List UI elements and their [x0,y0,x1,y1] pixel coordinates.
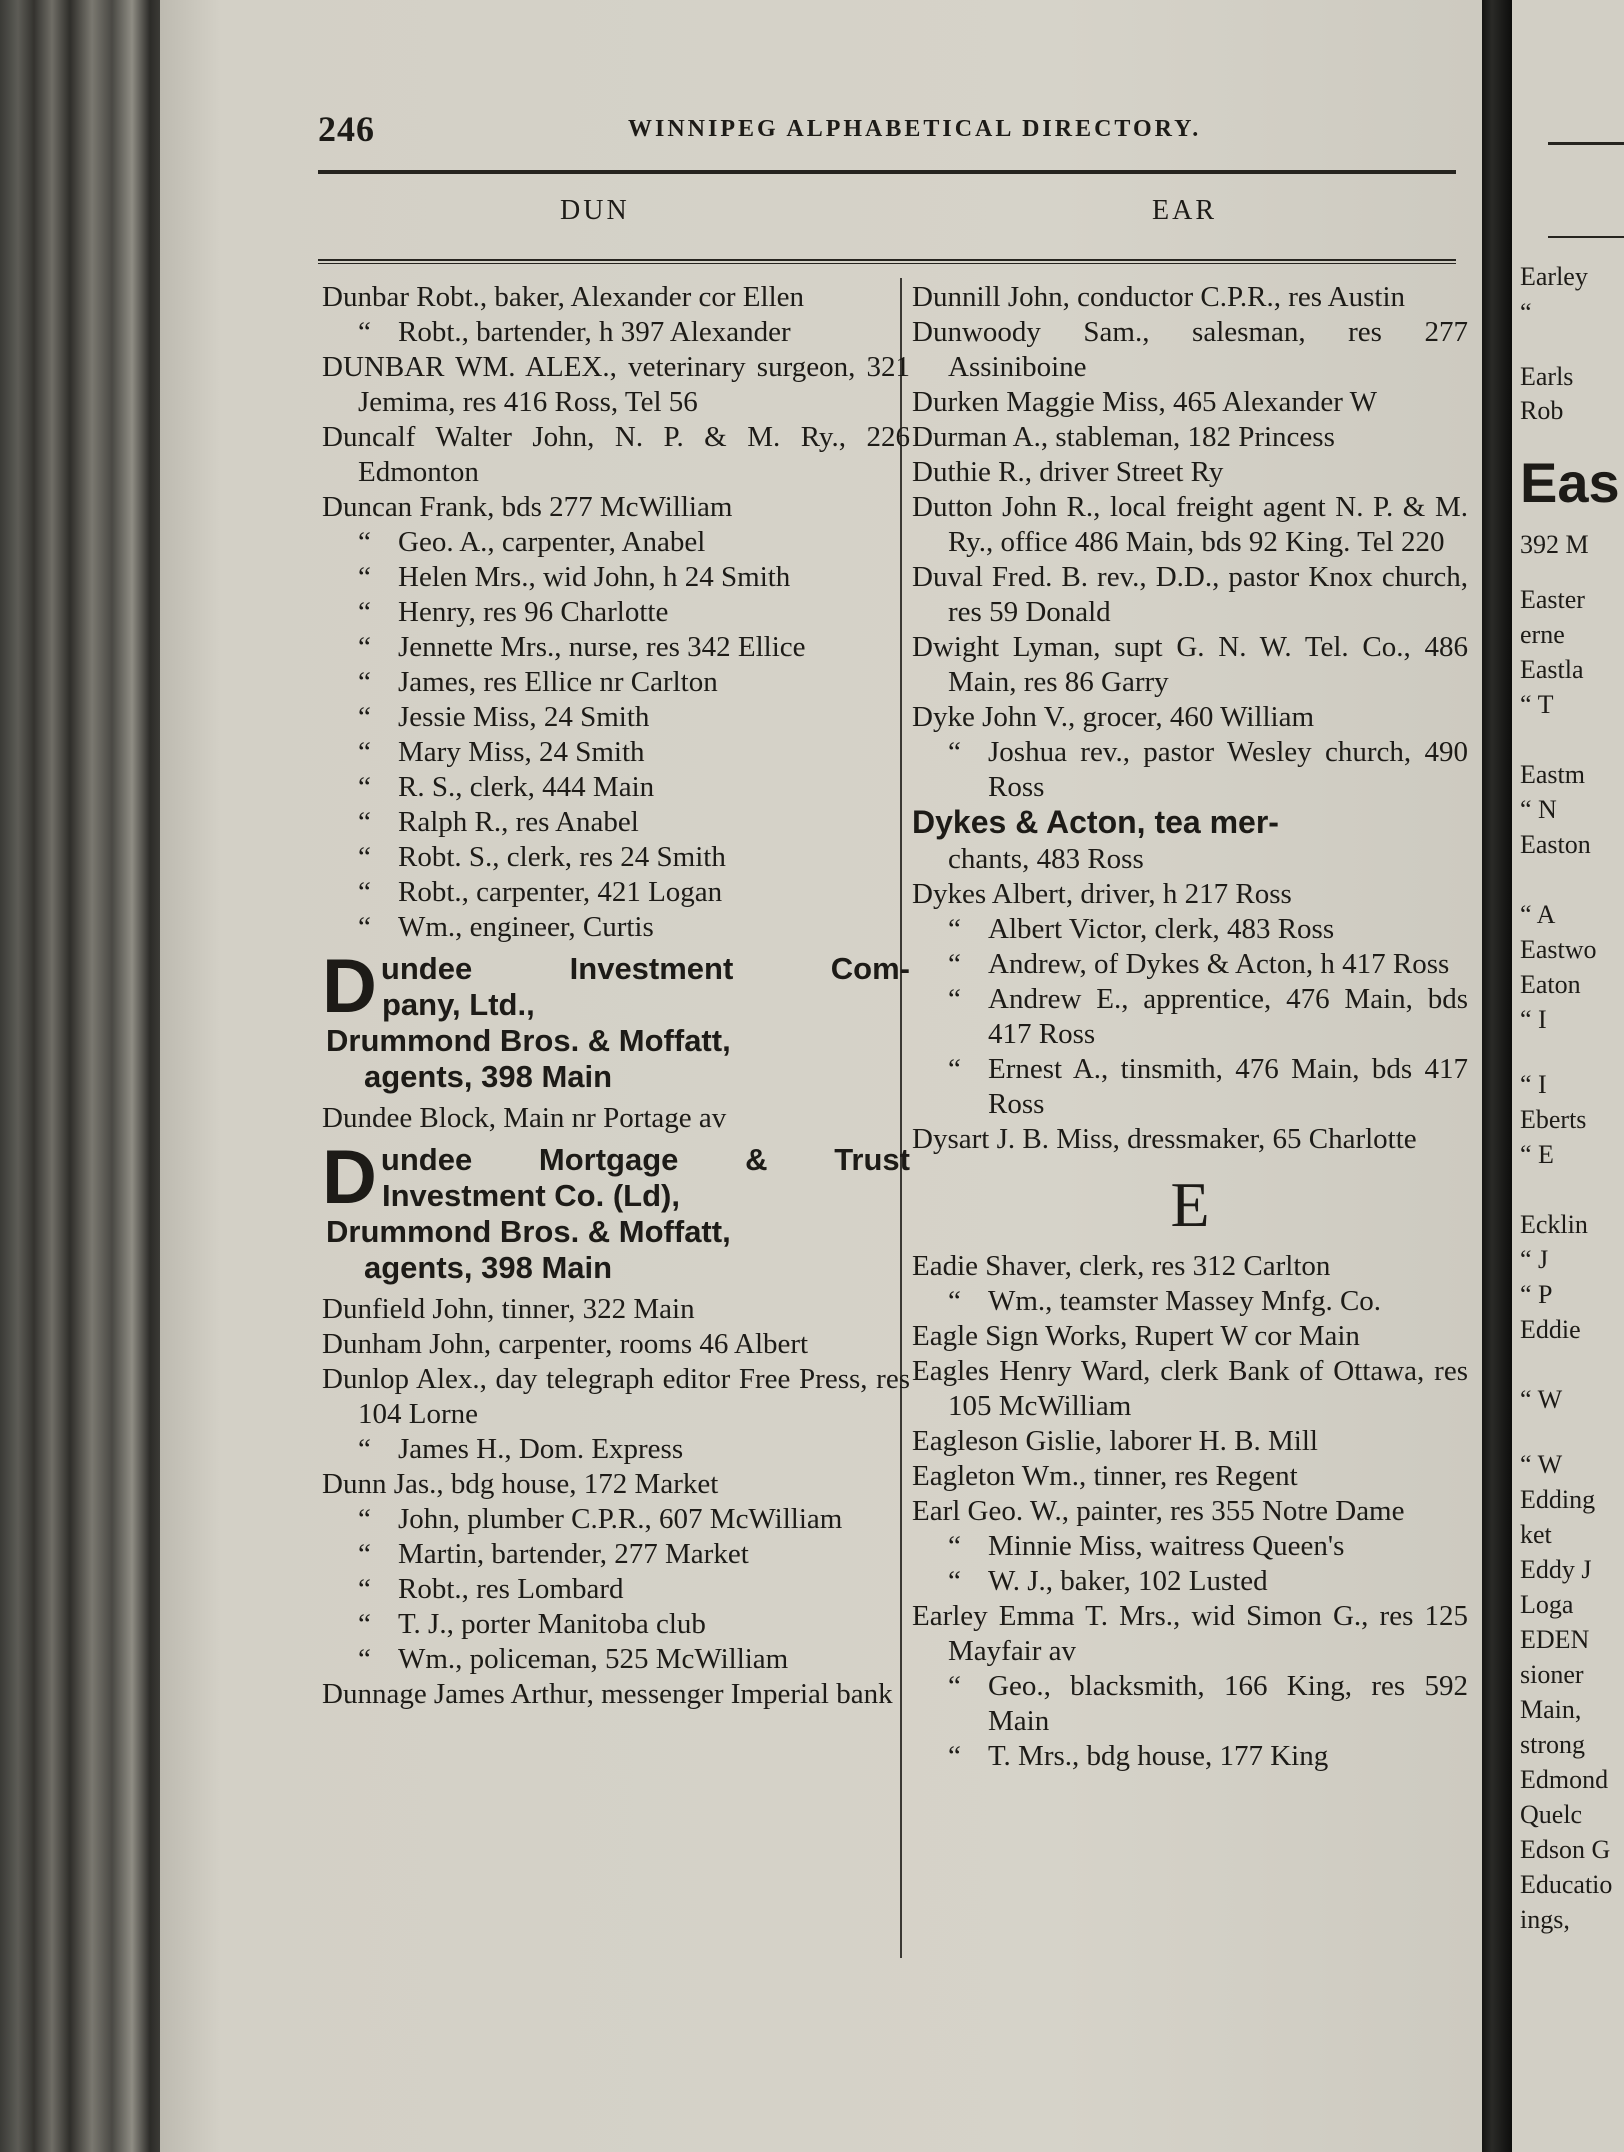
adjacent-page-text: Edmond [1520,1765,1609,1794]
directory-subentry [322,665,910,700]
adjacent-page-text: Eberts [1520,1105,1587,1134]
directory-entry: Durman A., stableman, 182 Princess [912,421,1335,453]
adjacent-page-rule [1548,236,1624,238]
book-spine [0,0,160,2152]
directory-entry: Dundee Block, Main nr Portage av [322,1102,727,1134]
directory-subentry [322,1572,910,1607]
directory-entry: Eagleton Wm., tinner, res Regent [912,1460,1298,1492]
directory-subentry [322,875,910,910]
adjacent-page-text: “ N [1520,795,1557,824]
ditto-mark: “ [358,526,371,558]
subentry-text: Ernest A., tinsmith, 476 Main, bds 417 Ross [988,1053,1468,1120]
subentry-text: Robt., res Lombard [398,1573,624,1605]
ad-line: agents, 398 Main [364,1250,613,1285]
subentry-text: Geo., blacksmith, 166 King, res 592 Main [988,1670,1468,1737]
directory-subentry [322,910,910,945]
directory-subentry [912,1669,1468,1739]
adjacent-page-text: Earls [1520,362,1574,391]
adjacent-page-text: 392 M [1520,530,1589,559]
ditto-mark: “ [948,1053,961,1085]
subentry-text: Joshua rev., pastor Wesley church, 490 Ross [988,736,1468,803]
ditto-mark: “ [948,983,961,1015]
directory-entry: Dunfield John, tinner, 322 Main [322,1293,695,1325]
adjacent-page-text: Eastla [1520,655,1584,684]
directory-subentry [912,912,1468,947]
ad-line: Drummond Bros. & Moffatt, [326,1023,731,1058]
ad-line: agents, 398 Main [364,1059,613,1094]
directory-entry: Dunbar Robt., baker, Alexander cor Ellen [322,281,805,313]
subentry-text: Jennette Mrs., nurse, res 342 Ellice [398,631,806,663]
directory-subentry [912,982,1468,1052]
adjacent-page-text: sioner [1520,1660,1584,1689]
adjacent-page-text: Eddie [1520,1315,1581,1344]
adjacent-page-text: strong [1520,1730,1585,1759]
ad-initial-letter: D [322,1135,377,1220]
directory-subentry [912,1284,1468,1319]
directory-entry: DUNBAR WM. ALEX., veterinary surgeon, 321 Jemima, res 416 Ross, Tel 56 [322,351,910,418]
directory-subentry [322,1432,910,1467]
adjacent-page-text: Easter [1520,585,1585,614]
ditto-mark: “ [358,631,371,663]
directory-entry: Eagle Sign Works, Rupert W cor Main [912,1320,1360,1352]
directory-entry: Duncan Frank, bds 277 McWilliam [322,491,733,523]
ad-line: undee Investment Com- [380,951,910,986]
subentry-text: Henry, res 96 Charlotte [398,596,669,628]
adjacent-page-text: Rob [1520,396,1564,425]
directory-entry: Eagleson Gislie, laborer H. B. Mill [912,1425,1318,1457]
ditto-mark: “ [358,666,371,698]
directory-subentry [322,840,910,875]
directory-subentry [912,1529,1468,1564]
adjacent-page-text: Earley [1520,262,1588,291]
directory-subentry [322,595,910,630]
adjacent-page-text: EDEN [1520,1625,1590,1654]
ditto-mark: “ [948,913,961,945]
subentry-text: John, plumber C.P.R., 607 McWilliam [398,1503,843,1535]
adjacent-page-text: Ecklin [1520,1210,1588,1239]
ad-initial-letter: D [322,944,377,1029]
subentry-text: Robt., carpenter, 421 Logan [398,876,723,908]
directory-subentry [322,560,910,595]
guide-rule [318,259,1456,261]
ditto-mark: “ [358,596,371,628]
ditto-mark: “ [948,736,961,768]
directory-subentry [322,735,910,770]
directory-entry: Dunham John, carpenter, rooms 46 Albert [322,1328,809,1360]
directory-subentry [322,700,910,735]
directory-subentry [322,525,910,560]
directory-entry: Dutton John R., local freight agent N. P. & M. Ry., office 486 Main, bds 92 King. Tel 220 [912,491,1468,558]
adjacent-page-text: ket [1520,1520,1552,1549]
adjacent-page-text: ings, [1520,1905,1570,1934]
guide-rule-shadow [318,263,1456,264]
left-column [322,280,910,1712]
ad-line: undee Mortgage & Trust [380,1142,910,1177]
book-gutter [1482,0,1512,2152]
subentry-text: Robt. S., clerk, res 24 Smith [398,841,726,873]
directory-subentry [912,735,1468,805]
ad-line: Drummond Bros. & Moffatt, [326,1214,731,1249]
adjacent-page-text: Eastm [1520,760,1585,789]
advertisement-entry [322,944,910,1095]
subentry-text: Wm., engineer, Curtis [398,911,654,943]
ditto-mark: “ [948,948,961,980]
adjacent-page-text: Main, [1520,1695,1582,1724]
subentry-text: Mary Miss, 24 Smith [398,736,645,768]
page-header [318,108,1456,148]
directory-subentry [322,1642,910,1677]
directory-subentry [912,1564,1468,1599]
directory-entry: Duncalf Walter John, N. P. & M. Ry., 226 Edmonton [322,421,910,488]
adjacent-page-text: “ J [1520,1245,1549,1274]
directory-entry: Eadie Shaver, clerk, res 312 Carlton [912,1250,1331,1282]
adjacent-page-text: “ I [1520,1005,1547,1034]
adjacent-page-text: “ P [1520,1280,1553,1309]
subentry-text: Wm., teamster Massey Mnfg. Co. [988,1285,1382,1317]
ditto-mark: “ [358,1643,371,1675]
ditto-mark: “ [358,701,371,733]
ditto-mark: “ [358,806,371,838]
directory-entry: Dunnage James Arthur, messenger Imperial bank [322,1678,893,1710]
directory-entry: Duval Fred. B. rev., D.D., pastor Knox church, res 59 Donald [912,561,1468,628]
subentry-text: James, res Ellice nr Carlton [398,666,718,698]
directory-entry: Durken Maggie Miss, 465 Alexander W [912,386,1377,418]
subentry-text: James H., Dom. Express [398,1433,684,1465]
subentry-text: Andrew E., apprentice, 476 Main, bds 417 Ross [988,983,1468,1050]
ditto-mark: “ [358,316,371,348]
ditto-mark: “ [358,1608,371,1640]
ditto-mark: “ [358,1433,371,1465]
ditto-mark: “ [358,1538,371,1570]
adjacent-page-rule [1548,142,1624,145]
directory-entry: Dwight Lyman, supt G. N. W. Tel. Co., 486 Main, res 86 Garry [912,631,1468,698]
ditto-mark: “ [358,876,371,908]
subentry-text: Helen Mrs., wid John, h 24 Smith [398,561,791,593]
directory-subentry [912,1739,1468,1774]
adjacent-page-text: Edding [1520,1485,1596,1514]
directory-entry: Duthie R., driver Street Ry [912,456,1224,488]
adjacent-page-text: Eddy J [1520,1555,1592,1584]
ditto-mark: “ [358,771,371,803]
ad-line: Investment Co. (Ld), [382,1178,680,1213]
directory-subentry [912,1052,1468,1122]
adjacent-page-text: erne [1520,620,1565,649]
adjacent-page-text: Eastwo [1520,935,1597,964]
adjacent-page-text: Quelc [1520,1800,1583,1829]
subentry-text: W. J., baker, 102 Lusted [988,1565,1268,1597]
directory-entry: Dykes Albert, driver, h 217 Ross [912,878,1292,910]
directory-subentry [322,1537,910,1572]
ditto-mark: “ [358,736,371,768]
directory-entry: Dyke John V., grocer, 460 William [912,701,1315,733]
directory-entry: Dunnill John, conductor C.P.R., res Austin [912,281,1406,313]
guide-word-right: EAR [1152,195,1217,226]
section-letter: E [1170,1169,1210,1240]
directory-entry: Eagles Henry Ward, clerk Bank of Ottawa, res 105 McWilliam [912,1355,1468,1422]
page-title: WINNIPEG ALPHABETICAL DIRECTORY. [628,116,1202,142]
header-rule [318,170,1456,174]
subentry-text: Geo. A., carpenter, Anabel [398,526,706,558]
ditto-mark: “ [358,841,371,873]
subentry-text: Robt., bartender, h 397 Alexander [398,316,791,348]
ditto-mark: “ [948,1530,961,1562]
subentry-text: T. Mrs., bdg house, 177 King [988,1740,1329,1772]
ditto-mark: “ [358,911,371,943]
guide-word-left: DUN [560,195,630,226]
adjacent-page-text: Loga [1520,1590,1574,1619]
directory-subentry [322,1607,910,1642]
directory-subentry [322,805,910,840]
ditto-mark: “ [358,1573,371,1605]
adjacent-page-text: “ A [1520,900,1556,929]
ditto-mark: “ [948,1670,961,1702]
directory-entry: Earley Emma T. Mrs., wid Simon G., res 125 Mayfair av [912,1600,1468,1667]
adjacent-page-text: Eas [1520,451,1620,514]
ditto-mark: “ [358,1503,371,1535]
ad-line: pany, Ltd., [382,987,535,1022]
subentry-text: T. J., porter Manitoba club [398,1608,706,1640]
bold-name: Dykes & Acton, tea mer- [912,804,1279,840]
directory-entry: Dunlop Alex., day telegraph editor Free Press, res 104 Lorne [322,1363,910,1430]
adjacent-page-text: “ T [1520,690,1554,719]
directory-subentry [322,1502,910,1537]
directory-entry: Earl Geo. W., painter, res 355 Notre Dame [912,1495,1405,1527]
ditto-mark: “ [948,1740,961,1772]
directory-entry: Dysart J. B. Miss, dressmaker, 65 Charlotte [912,1123,1417,1155]
subentry-text: Jessie Miss, 24 Smith [398,701,650,733]
ditto-mark: “ [948,1565,961,1597]
adjacent-page-text: “ W [1520,1385,1563,1414]
entry-text: chants, 483 Ross [948,843,1144,875]
directory-subentry [322,630,910,665]
adjacent-page-fragment [1512,0,1624,2152]
adjacent-page-text: Edson G [1520,1835,1611,1864]
adjacent-page-text: Eaton [1520,970,1581,999]
directory-entry: Dunwoody Sam., salesman, res 277 Assiniboine [912,316,1468,383]
subentry-text: Martin, bartender, 277 Market [398,1538,749,1570]
adjacent-page-text: “ W [1520,1450,1563,1479]
adjacent-page-text: “ I [1520,1070,1547,1099]
ditto-mark: “ [358,561,371,593]
subentry-text: Minnie Miss, waitress Queen's [988,1530,1345,1562]
subentry-text: Wm., policeman, 525 McWilliam [398,1643,789,1675]
page-number: 246 [318,109,375,149]
directory-entry-bold [912,805,1468,877]
subentry-text: Albert Victor, clerk, 483 Ross [988,913,1335,945]
subentry-text: R. S., clerk, 444 Main [398,771,655,803]
directory-entry: Dunn Jas., bdg house, 172 Market [322,1468,719,1500]
adjacent-page-text: Educatio [1520,1870,1613,1899]
ditto-mark: “ [948,1285,961,1317]
directory-subentry [912,947,1468,982]
adjacent-page-text: “ E [1520,1140,1554,1169]
right-column [912,280,1468,1774]
directory-subentry [322,770,910,805]
subentry-text: Andrew, of Dykes & Acton, h 417 Ross [988,948,1450,980]
directory-subentry [322,315,910,350]
adjacent-page-text: “ [1520,298,1532,327]
advertisement-entry [322,1135,910,1286]
subentry-text: Ralph R., res Anabel [398,806,639,838]
adjacent-page-text: Easton [1520,830,1591,859]
